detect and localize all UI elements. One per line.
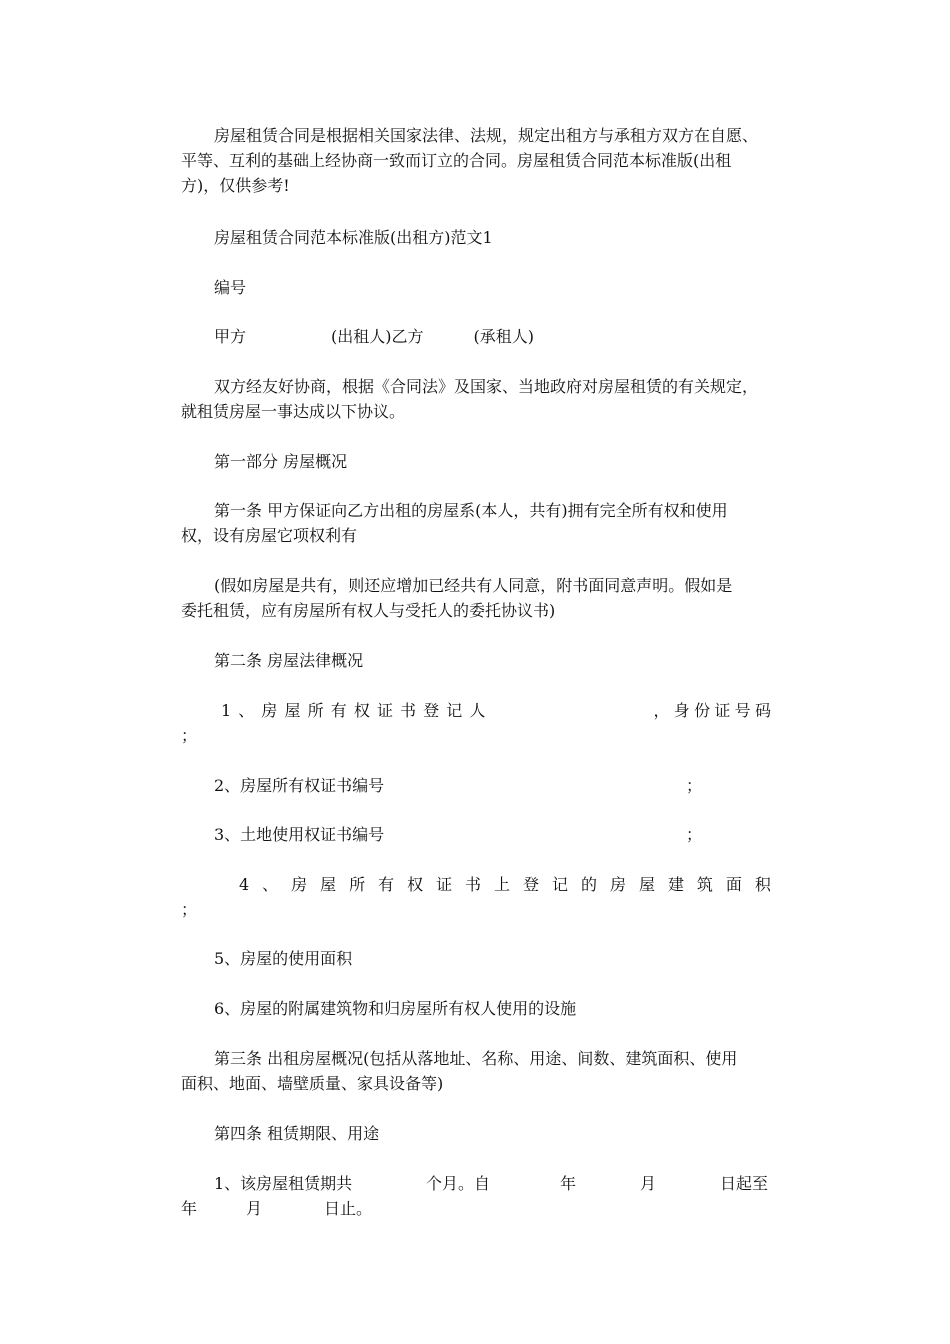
item4-end: ； xyxy=(181,900,198,919)
note-line-1: (假如房屋是共有，则还应增加已经共有人同意，附书面同意声明。假如是 xyxy=(214,576,733,595)
item2-end: ； xyxy=(686,776,703,795)
intro-line-1: 房屋租赁合同是根据相关国家法律、法规，规定出租方与承租方双方在自愿、 xyxy=(214,126,759,145)
note-paragraph xyxy=(181,573,771,623)
item3-text: 3、土地使用权证书编号 xyxy=(214,825,385,844)
item4-char: 证 xyxy=(436,875,453,894)
lessee-label: (承租人) xyxy=(473,327,535,346)
item1-char: 记 xyxy=(446,701,463,720)
item6-paragraph: 6、房屋的附属建筑物和归房屋所有权人使用的设施 xyxy=(214,999,577,1018)
item1-char: 身 xyxy=(673,701,690,720)
item1-char: 人 xyxy=(469,701,486,720)
item3-paragraph xyxy=(181,822,771,847)
term-day-to: 日止。 xyxy=(324,1199,373,1218)
item1-char: 证 xyxy=(714,701,731,720)
article2-title: 第二条 房屋法律概况 xyxy=(214,651,364,670)
article1-line-2: 权，设有房屋它项权利有 xyxy=(181,526,358,545)
item4-char: 房 xyxy=(609,875,626,894)
item1-char: 房 xyxy=(261,701,278,720)
preamble-line-2: 就租赁房屋一事达成以下协议。 xyxy=(181,402,406,421)
item4-char: 积 xyxy=(754,875,771,894)
item1-char: 、 xyxy=(238,701,255,720)
item1-char: 登 xyxy=(423,701,440,720)
item1-char: 权 xyxy=(353,701,370,720)
article4-title: 第四条 租赁期限、用途 xyxy=(214,1124,380,1143)
item1-paragraph xyxy=(181,698,771,748)
item4-char: 建 xyxy=(667,875,684,894)
item4-char: 上 xyxy=(494,875,511,894)
item1-char: 证 xyxy=(376,701,393,720)
item2-text: 2、房屋所有权证书编号 xyxy=(214,776,385,795)
item1-char: 码 xyxy=(754,701,771,720)
term-year: 年 xyxy=(560,1174,577,1193)
item4-paragraph xyxy=(181,872,771,922)
article3-line-2: 面积、地面、墙壁质量、家具设备等) xyxy=(181,1074,444,1093)
article1-paragraph xyxy=(181,498,771,548)
item4-char: 登 xyxy=(523,875,540,894)
intro-line-3: 方)，仅供参考! xyxy=(181,176,290,195)
item1-char: 1 xyxy=(221,701,232,720)
note-line-2: 委托租赁，应有房屋所有权人与受托人的委托协议书) xyxy=(181,601,556,620)
item4-char: 书 xyxy=(465,875,482,894)
parties-line xyxy=(181,324,771,349)
item1-char: 所 xyxy=(307,701,324,720)
item4-char: 4 xyxy=(239,875,250,894)
preamble-paragraph xyxy=(181,374,771,424)
term-day-from: 日起至 xyxy=(720,1174,769,1193)
item5-paragraph: 5、房屋的使用面积 xyxy=(214,949,353,968)
item4-char: 屋 xyxy=(320,875,337,894)
item4-char: 面 xyxy=(725,875,742,894)
document-title: 房屋租赁合同范本标准版(出租方)范文1 xyxy=(214,228,493,247)
term-prefix: 1、该房屋租赁期共 xyxy=(214,1174,353,1193)
article3-line-1: 第三条 出租房屋概况(包括从落地址、名称、用途、间数、建筑面积、使用 xyxy=(214,1049,738,1068)
article1-line-1: 第一条 甲方保证向乙方出租的房屋系(本人，共有)拥有完全所有权和使用 xyxy=(214,501,728,520)
item1-char: 份 xyxy=(694,701,711,720)
article3-paragraph xyxy=(181,1046,771,1096)
item1-end: ； xyxy=(181,726,198,745)
number-label: 编号 xyxy=(214,278,247,297)
item1-char: 有 xyxy=(330,701,347,720)
item4-char: 筑 xyxy=(696,875,713,894)
item1-char: 号 xyxy=(734,701,751,720)
item4-char: 屋 xyxy=(638,875,655,894)
item4-char: 、 xyxy=(262,875,279,894)
intro-line-2: 平等、互利的基础上经协商一致而订立的合同。房屋租赁合同范本标准版(出租 xyxy=(181,151,732,170)
term-month-2: 月 xyxy=(246,1199,263,1218)
term-month: 月 xyxy=(640,1174,657,1193)
intro-paragraph xyxy=(181,123,771,198)
preamble-line-1: 双方经友好协商，根据《合同法》及国家、当地政府对房屋租赁的有关规定， xyxy=(214,377,759,396)
item1-char: 书 xyxy=(400,701,417,720)
party-a-label: 甲方 xyxy=(214,327,247,346)
lessor-label: (出租人)乙方 xyxy=(331,327,424,346)
term-paragraph xyxy=(181,1171,771,1221)
item4-char: 权 xyxy=(407,875,424,894)
item2-paragraph xyxy=(181,773,771,798)
item4-char: 有 xyxy=(378,875,395,894)
term-months: 个月。自 xyxy=(426,1174,491,1193)
item1-char: ， xyxy=(653,701,670,720)
item3-end: ； xyxy=(686,825,703,844)
item4-char: 记 xyxy=(552,875,569,894)
item4-char: 房 xyxy=(291,875,308,894)
item1-char: 屋 xyxy=(284,701,301,720)
part1-title: 第一部分 房屋概况 xyxy=(214,452,348,471)
item4-char: 所 xyxy=(349,875,366,894)
item4-char: 的 xyxy=(580,875,597,894)
term-year-2: 年 xyxy=(181,1199,198,1218)
